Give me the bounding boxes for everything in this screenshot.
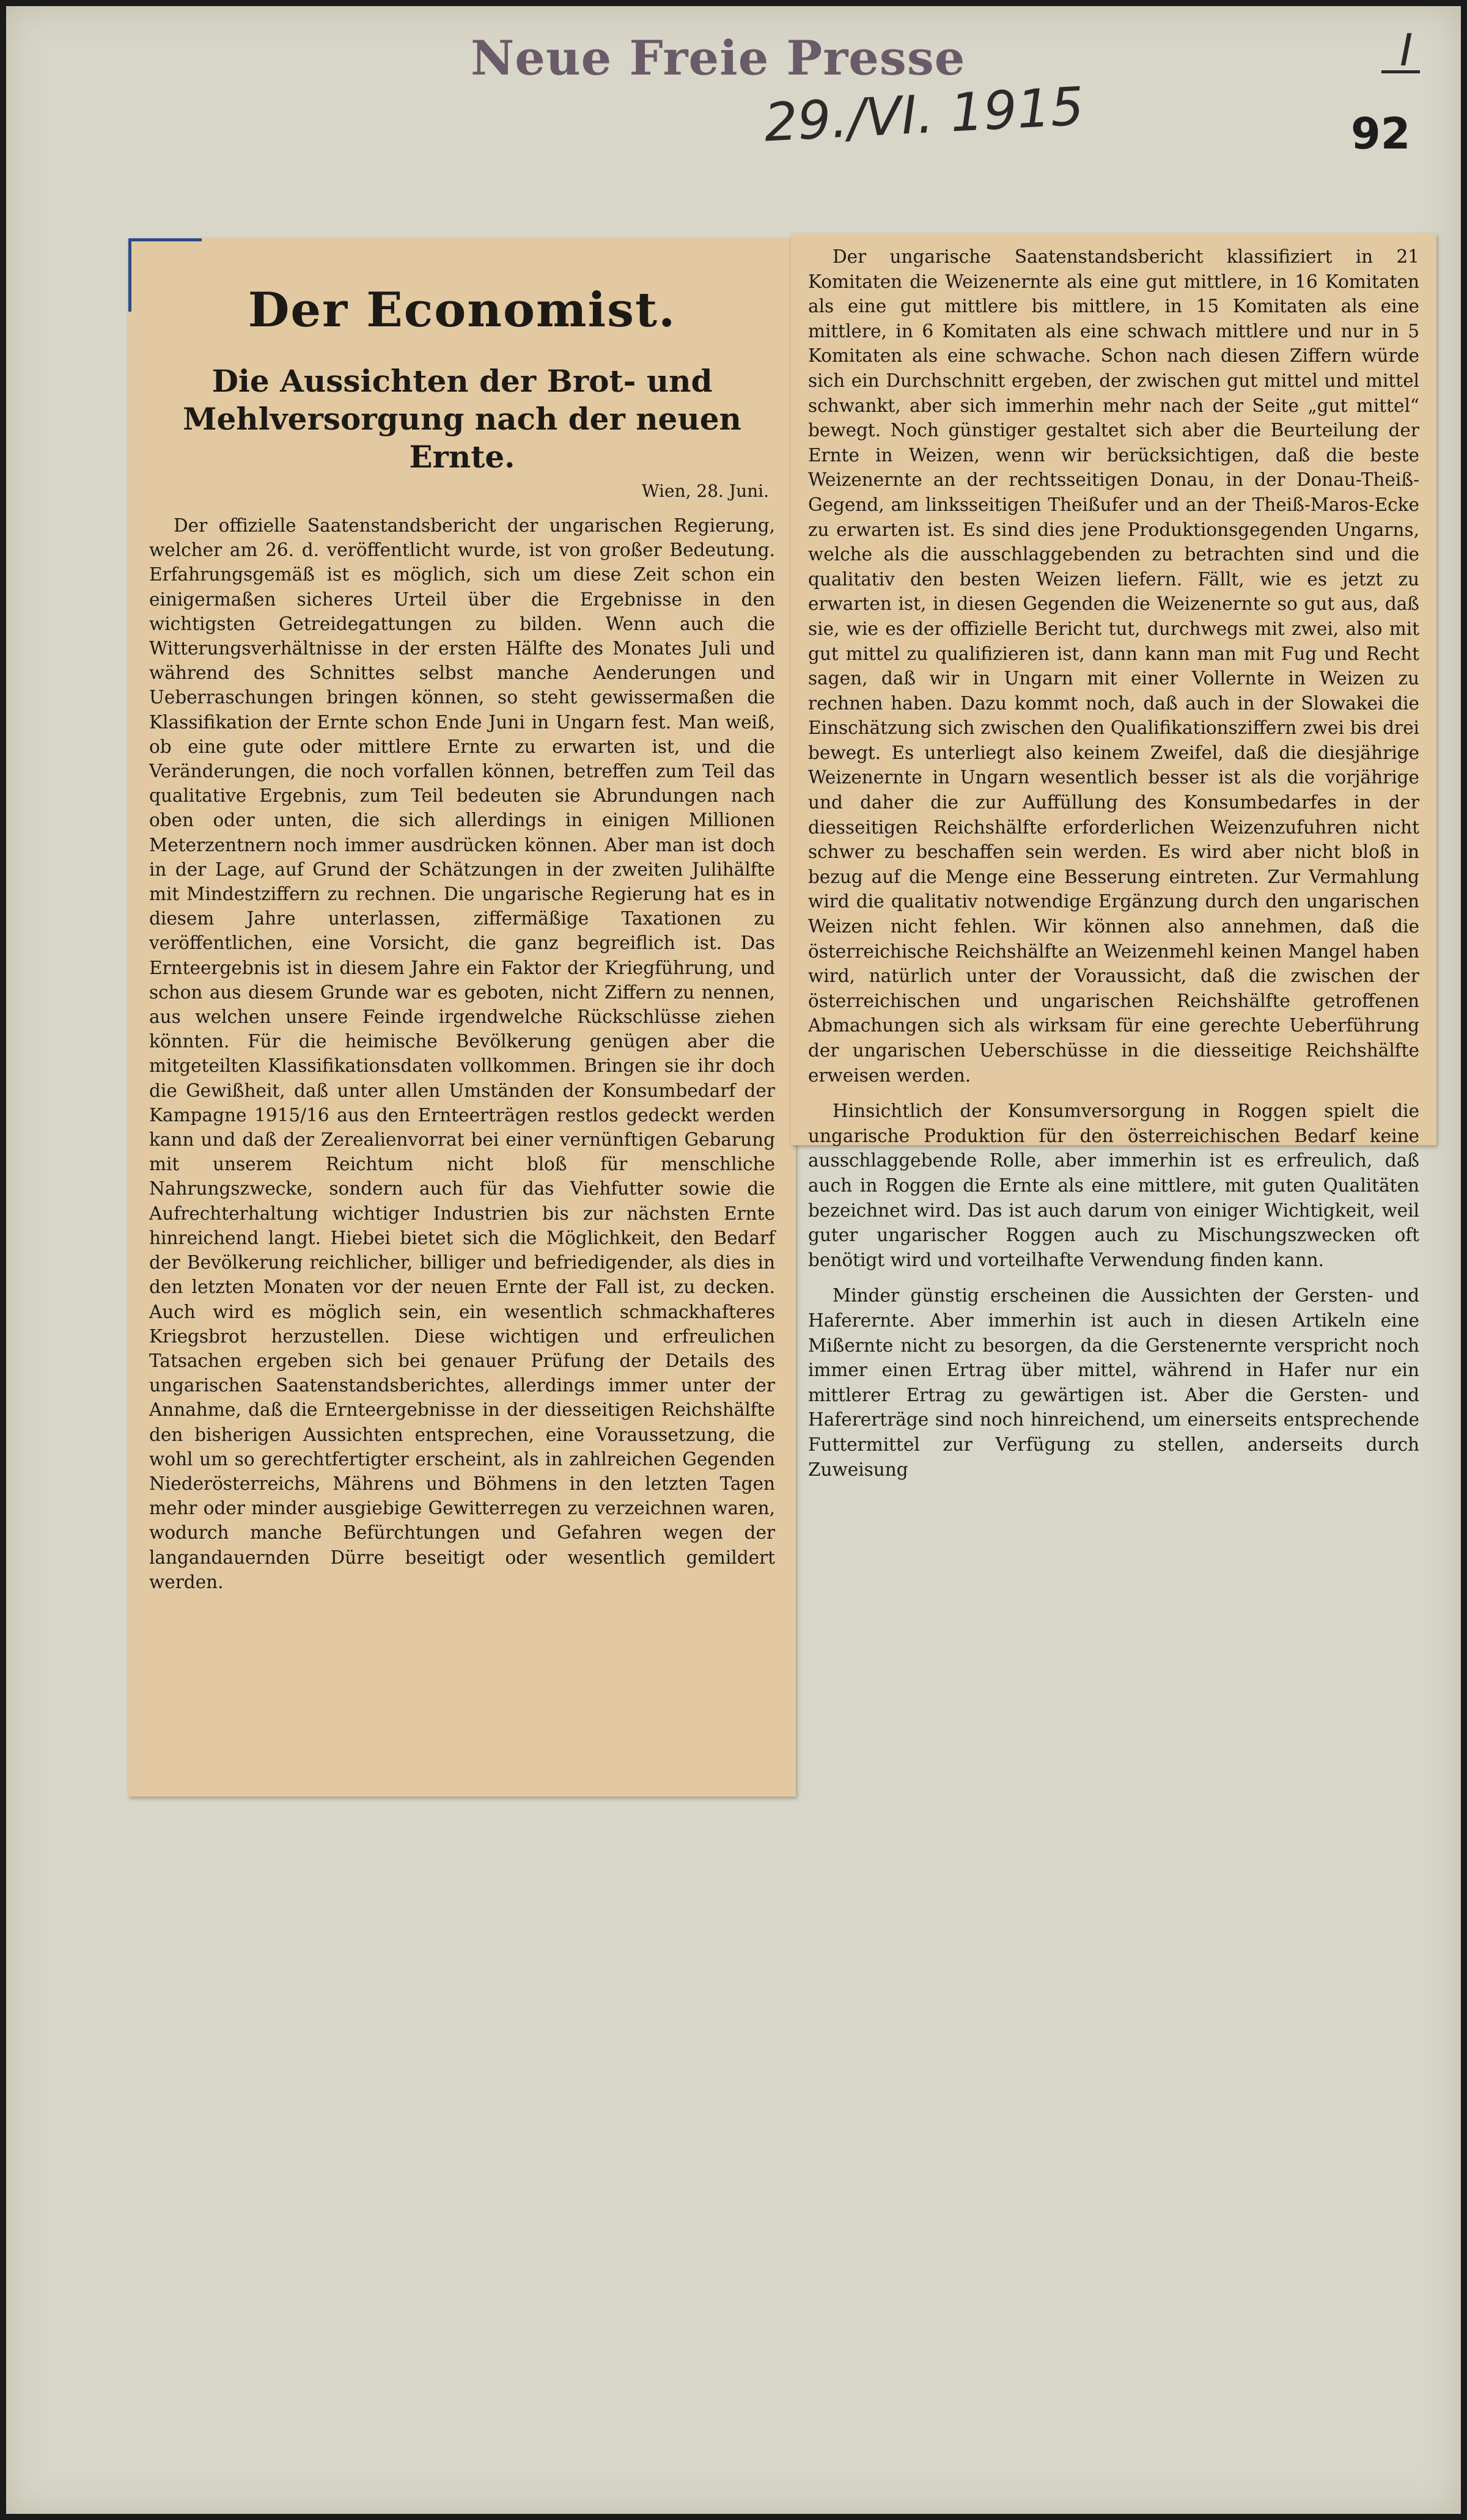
body-paragraph: Minder günstig erscheinen die Aussichten der Gersten- und Haferernte. Aber immerhin ist auch in diesen Artikeln eine Mißernte nicht zu besorgen, da die Gerstenernte verspricht noch immer einen Ertrag über mittel, während in Hafer nur ein mittlerer Ertrag zu gewärtigen ist. Aber die Gersten- und Hafererträge sind noch hinreichend, um einerseits entsprechende Futtermittel zur Verfügung zu stellen, anderseits durch Zuweisung — [808, 1285, 1419, 1480]
archive-sheet — [6, 6, 1461, 2514]
body-paragraph: Der offizielle Saatenstandsbericht der ungarischen Regierung, welcher am 26. d. veröffentlicht wurde, ist von großer Bedeutung. Erfahrungsgemäß ist es möglich, sich um diese Zeit schon ein einigermaßen sicheres Urteil über die Ergebnisse in den wichtigsten Getreidegattungen zu bilden. Wenn auch die Witterungsverhältnisse in der ersten Hälfte des Monates Juli und während des Schnittes selbst manche Aenderungen und Ueberraschungen bringen können, so steht gewissermaßen die Klassifikation der Ernte schon Ende Juni in Ungarn fest. Man weiß, ob eine gute oder mittlere Ernte zu erwarten ist, und die Veränderungen, die noch vorfallen können, betreffen zum Teil das qualitative Ergebnis, zum Teil bedeuten sie Abrundungen nach oben oder unten, die sich allerdings in einigen Millionen Meterzentnern noch immer ausdrücken können. Aber man ist doch in der Lage, auf Grund der Schätzungen in der zweiten Julihälfte mit Mindestziffern zu rechnen. Die ungarische Regierung hat es in diesem Jahre unterlassen, ziffermäßige Taxationen zu veröffentlichen, eine Vorsicht, die ganz begreiflich ist. Das Ernteergebnis ist in diesem Jahre ein Faktor der Kriegführung, und schon aus diesem Grunde war es geboten, nicht Ziffern zu nennen, aus welchen unsere Feinde irgendwelche Rückschlüsse ziehen könnten. Für die heimische Bevölkerung genügen aber die mitgeteilten Klassifikationsdaten vollkommen. Bringen sie ihr doch die Gewißheit, daß unter allen Umständen der Konsumbedarf der Kampagne 1915/16 aus den Ernteerträgen restlos gedeckt werden kann und daß der Zerealienvorrat bei einer vernünftigen Gebarung mit unserem Reichtum nicht bloß für menschliche Nahrungszwecke, sondern auch für das Viehfutter sowie die Aufrechterhaltung wichtiger Industrien bis zur nächsten Ernte hinreichend langt. Hiebei bietet sich die Möglichkeit, den Bedarf der Bevölkerung reichlicher, billiger und befriedigender, als dies in den letzten Monaten vor der neuen Ernte der Fall ist, zu decken. Auch wird es möglich sein, ein wesentlich schmackhafteres Kriegsbrot herzustellen. Diese wichtigen und erfreulichen Tatsachen ergeben sich bei genauer Prüfung der Details des ungarischen Saatenstandsberichtes, allerdings immer unter der Annahme, daß die Ernteergebnisse in der diesseitigen Reichshälfte den bisherigen Aussichten entsprechen, eine Voraussetzung, die wohl um so gerechtfertigter erscheint, als in zahlreichen Gegenden Niederösterreichs, Mährens und Böhmens in den letzten Tagen mehr oder minder ausgiebige Gewitterregen zu verzeichnen waren, wodurch manche Befürchtungen und Gefahren wegen der langandauernden Dürre beseitigt oder wesentlich gemildert werden. — [149, 515, 775, 1592]
body-paragraph: Der ungarische Saatenstandsbericht klassifiziert in 21 Komitaten die Weizenernte als eine gut mittlere, in 16 Komitaten als eine gut mittlere bis mittlere, in 15 Komitaten als eine mittlere, in 6 Komitaten als eine schwach mittlere und nur in 5 Komitaten als eine schwache. Schon nach diesen Ziffern würde sich ein Durchschnitt ergeben, der zwischen gut mittel und mittel schwankt, aber sich immerhin mehr nach der Seite „gut mittel“ bewegt. Noch günstiger gestaltet sich aber die Beurteilung der Ernte in Weizen, wenn wir berücksichtigen, daß die beste Weizenernte an der rechtsseitigen Donau, in der Donau-Theiß-Gegend, am linksseitigen Theißufer und an der Theiß-Maros-Ecke zu erwarten ist. Es sind dies jene Produktionsgegenden Ungarns, welche als die ausschlaggebenden zu betrachten sind und die qualitativ den besten Weizen liefern. Fällt, wie es jetzt zu erwarten ist, in diesen Gegenden die Weizenernte so gut aus, daß sie, wie es der offizielle Bericht tut, durchwegs mit zwei, also mit gut mittel zu qualifizieren ist, dann kann man mit Fug und Recht sagen, daß wir in Ungarn mit einer Vollernte in Weizen zu rechnen haben. Dazu kommt noch, daß auch in der Slowakei die Einschätzung sich zwischen den Qualifikationsziffern zwei bis drei bewegt. Es unterliegt also keinem Zweifel, daß die diesjährige Weizenernte in Ungarn wesentlich besser ist als die vorjährige und daher die zur Auffüllung des Konsumbedarfes in der diesseitigen Reichshälfte erforderlichen Weizenzufuhren nicht schwer zu beschaffen sein werden. Es wird aber nicht bloß in bezug auf die Menge eine Besserung eintreten. Zur Vermahlung wird die qualitativ notwendige Ergänzung durch den ungarischen Weizen nicht fehlen. Wir können also annehmen, daß die österreichische Reichshälfte an Weizenmehl keinen Mangel haben wird, natürlich unter der Voraussicht, daß die zwischen der österreichischen und ungarischen Reichshälfte getroffenen Abmachungen sich als wirksam für eine gerechte Ueberführung der ungarischen Ueberschüsse in die diesseitige Reichshälfte erweisen werden. — [808, 246, 1419, 1086]
newspaper-stamp: Neue Freie Presse — [471, 31, 966, 86]
clipping-right-column — [791, 233, 1436, 1480]
article-rubric: Der Economist. — [248, 282, 677, 338]
corner-mark: I — [1400, 24, 1413, 76]
article-headline: Die Aussichten der Brot- und Mehlversorgung nach der neuen Ernte. — [183, 363, 741, 475]
clipping-left-column — [128, 238, 796, 1797]
handwritten-date: 29./VI. 1915 — [762, 76, 1086, 154]
left-column-content — [149, 268, 775, 1594]
body-paragraph: Hinsichtlich der Konsumversorgung in Roggen spielt die ungarische Produktion für den österreichischen Bedarf keine ausschlaggebende Rolle, aber immerhin ist es erfreulich, daß auch in Roggen die Ernte als eine mittlere, mit guten Qualitäten bezeichnet wird. Das ist auch darum von einiger Wichtigkeit, weil guter ungarischer Roggen auch zu Mischungszwecken oft benötigt wird und vorteilhafte Verwendung finden kann. — [808, 1101, 1419, 1270]
article-dateline: Wien, 28. Juni. — [641, 481, 769, 501]
right-column-content — [808, 244, 1419, 1482]
page-number: 92 — [1351, 109, 1411, 159]
